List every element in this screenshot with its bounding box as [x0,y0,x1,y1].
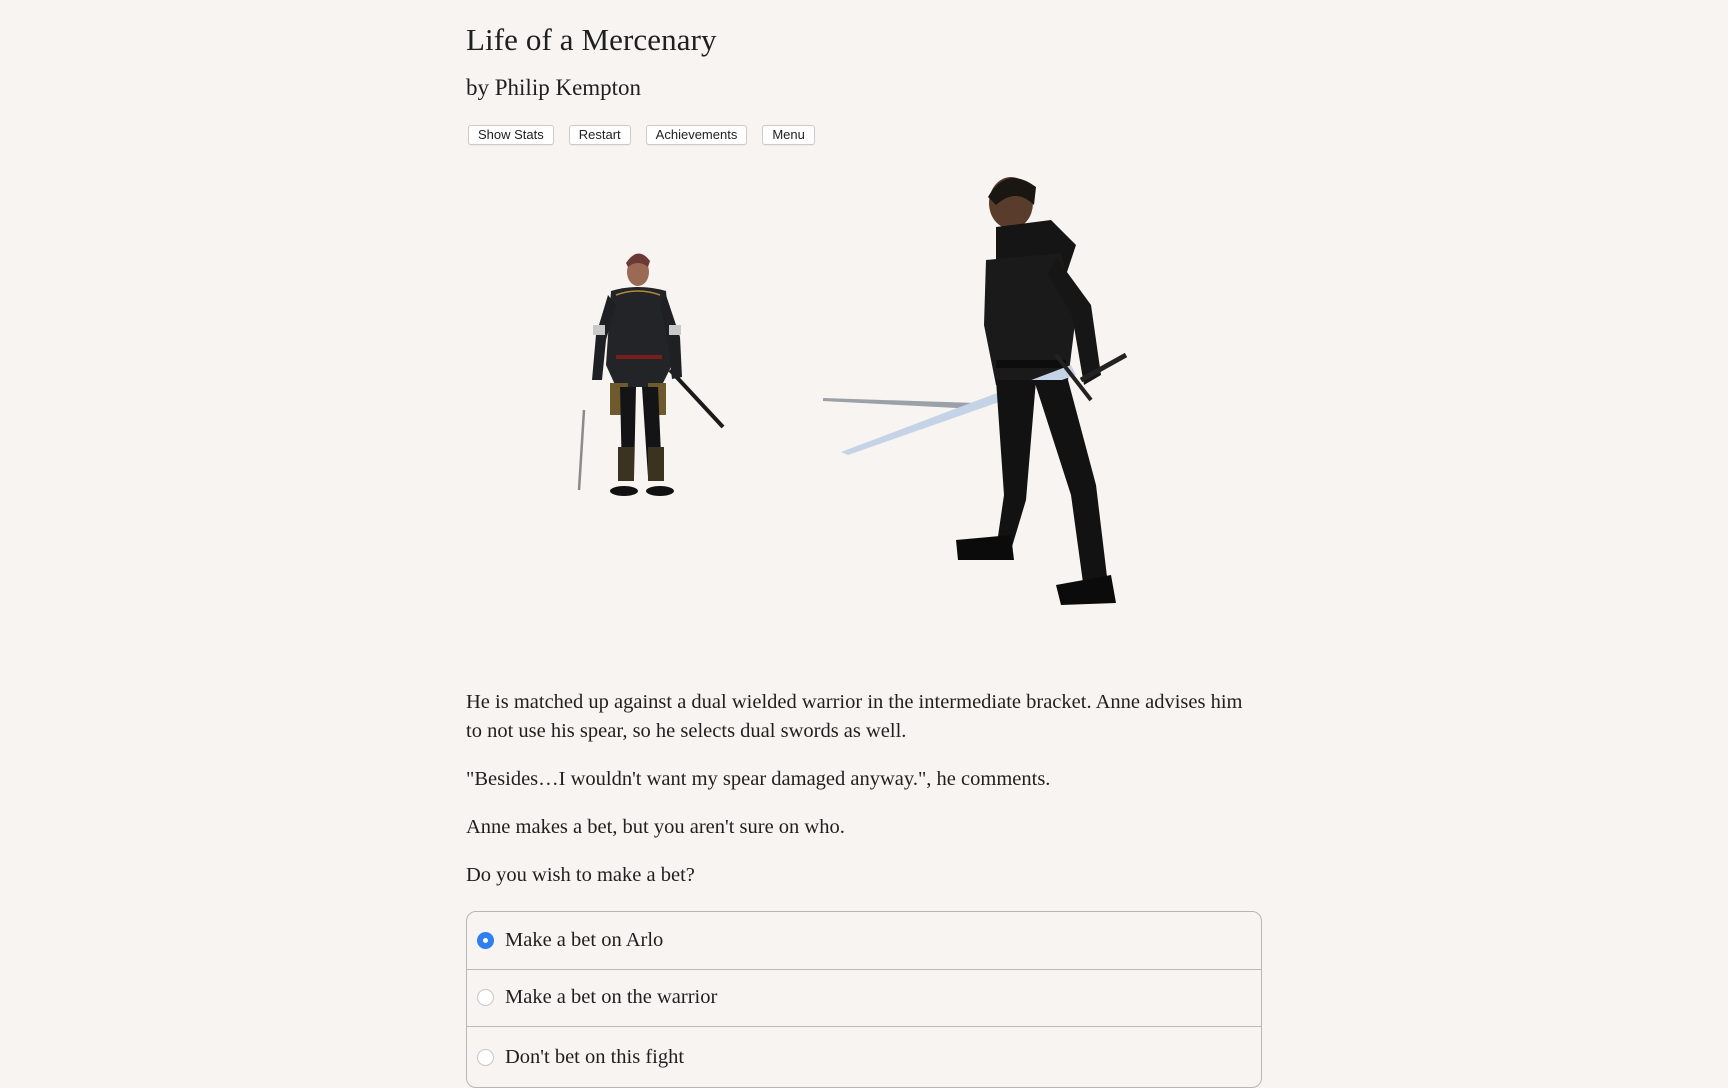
scene-illustration [556,165,1156,655]
choice-label: Make a bet on Arlo [505,928,664,951]
toolbar [468,125,815,145]
story-paragraph: He is matched up against a dual wielded warrior in the intermediate bracket. Anne advises him to not use his spear, so he selects dual swords as well. [466,691,1243,742]
story-question: Do you wish to make a bet? [466,864,695,886]
restart-button[interactable]: Restart [569,125,631,145]
author-byline: by Philip Kempton [466,75,642,100]
choice-label: Make a bet on the warrior [505,986,718,1009]
choice-label: Don't bet on this fight [505,1045,685,1068]
mercenary-figure [823,177,1126,605]
story-text [466,688,1262,909]
warrior-figure [579,253,723,496]
game-title: Life of a Mercenary [466,22,717,57]
menu-button[interactable]: Menu [762,125,815,145]
show-stats-button[interactable]: Show Stats [468,125,554,145]
choice-no-bet[interactable] [467,1027,1261,1087]
choice-bet-on-arlo[interactable] [467,912,1261,970]
radio-unselected-icon[interactable] [477,989,494,1006]
choice-bet-on-warrior[interactable] [467,970,1261,1028]
radio-selected-icon[interactable] [477,932,494,949]
choice-list [466,911,1262,1088]
story-paragraph: "Besides…I wouldn't want my spear damaged anyway.", he comments. [466,768,1051,790]
achievements-button[interactable]: Achievements [646,125,748,145]
radio-unselected-icon[interactable] [477,1049,494,1066]
story-paragraph: Anne makes a bet, but you aren't sure on who. [466,816,845,838]
